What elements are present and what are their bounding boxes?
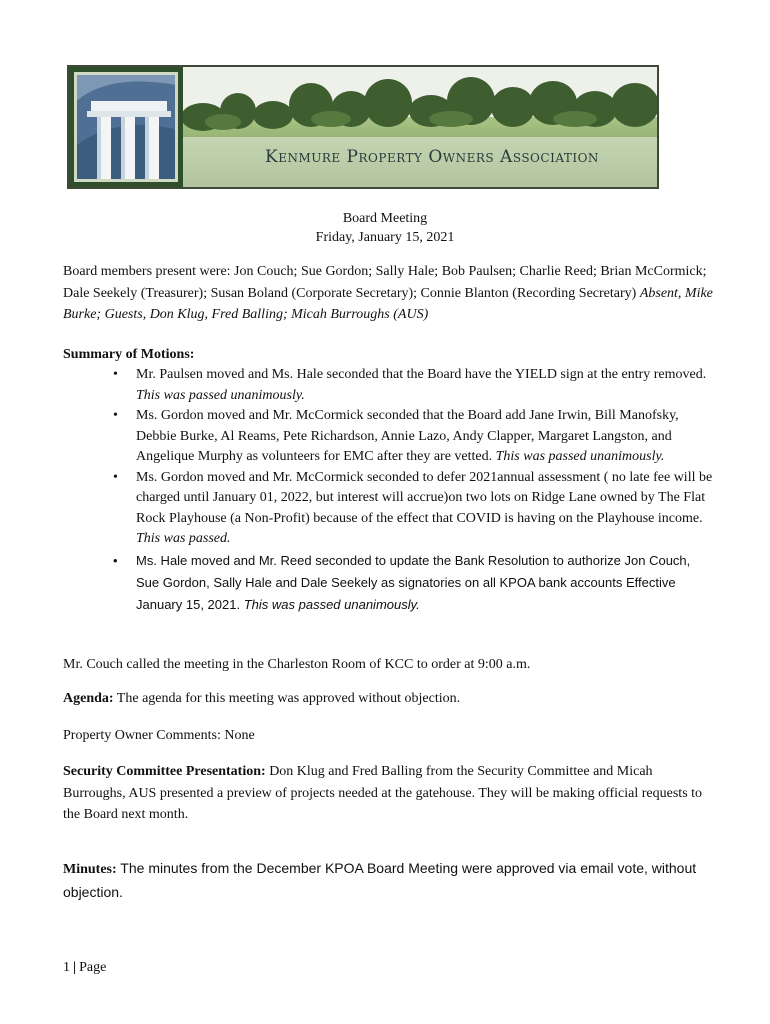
list-item: [63, 365, 713, 406]
motion-result: This was passed unanimously.: [495, 449, 665, 464]
minutes-paragraph: [63, 857, 713, 905]
motions-heading: Summary of Motions:: [63, 347, 195, 362]
motion-text: Mr. Paulsen moved and Ms. Hale seconded that the Board have the YIELD sign at the entry removed.: [136, 367, 707, 382]
security-paragraph: [63, 761, 713, 826]
column-pavilion-icon: [74, 72, 178, 182]
minutes-text: The minutes from the December KPOA Board Meeting were approved via email vote, without objection.: [63, 860, 697, 900]
page-footer: [63, 960, 106, 976]
list-item: [63, 550, 713, 616]
kpoa-banner: [67, 65, 659, 189]
call-to-order: Mr. Couch called the meeting in the Charleston Room of KCC to order at 9:00 a.m.: [63, 657, 531, 672]
motion-result: This was passed unanimously.: [136, 387, 305, 403]
security-label: Security Committee Presentation:: [63, 764, 266, 779]
members-present: Board members present were: Jon Couch; Sue Gordon; Sally Hale; Bob Paulsen; Charlie Reed; Brian McCormick; Dale Seekely (Treasurer); Susan Boland (Corporate Secretary); Connie Blanton (Recording Secretary): [63, 264, 707, 301]
list-item: [63, 406, 713, 468]
page-number: 1: [63, 960, 70, 975]
agenda-label: Agenda:: [63, 691, 114, 706]
motion-text: Ms. Gordon moved and Mr. McCormick seconded that the Board add Jane Irwin, Bill Manofsky, Debbie Burke, Al Reams, Pete Richardson, Annie Lazo, Andy Clapper, Margaret Langston, and Angelique Murphy as volunteers for EMC after they are vetted.: [136, 408, 679, 464]
motion-result: This was passed unanimously.: [243, 596, 420, 612]
property-owner-comments: Property Owner Comments: None: [63, 728, 255, 743]
treeline-landscape-icon: [183, 67, 657, 187]
motion-result: This was passed.: [136, 531, 231, 546]
attendance-paragraph: [63, 261, 713, 326]
bullet-icon: •: [113, 367, 118, 382]
bullet-icon: •: [113, 408, 118, 423]
kpoa-logo: [69, 67, 183, 187]
association-name: Kenmure Property Owners Association: [265, 147, 599, 167]
minutes-label: Minutes:: [63, 862, 117, 877]
agenda-paragraph: [63, 688, 713, 710]
separator-bar: |: [73, 960, 77, 975]
motion-text: Ms. Hale moved and Mr. Reed seconded to update the Bank Resolution to authorize Jon Couch, Sue Gordon, Sally Hale and Dale Seekely as signatories on all KPOA bank accounts Effective January 15, 2021.: [136, 552, 691, 612]
motion-text: Ms. Gordon moved and Mr. McCormick seconded to defer 2021annual assessment ( no late fee will be charged until January 01, 2022, but interest will accrue)on two lots on Ridge Lane owned by The Flat Rock Playhouse (a Non-Profit) because of the effect that COVID is having on the Playhouse income.: [136, 469, 713, 526]
list-item: [63, 468, 713, 550]
bullet-icon: •: [113, 469, 118, 485]
page-label: Page: [79, 960, 107, 975]
motions-list: [63, 365, 713, 616]
absent-guests: Absent, Mike Burke; Guests, Don Klug, Fred Balling; Micah Burroughs (AUS): [63, 285, 713, 322]
security-text: Don Klug and Fred Balling from the Security Committee and Micah Burroughs, AUS presented a preview of projects needed at the gatehouse. They will be making official requests to the Board next month.: [63, 764, 703, 822]
meeting-date: Friday, January 15, 2021: [315, 230, 455, 245]
meeting-title: Board Meeting: [342, 211, 428, 226]
bullet-icon: •: [113, 552, 118, 568]
agenda-text: The agenda for this meeting was approved without objection.: [113, 691, 461, 706]
